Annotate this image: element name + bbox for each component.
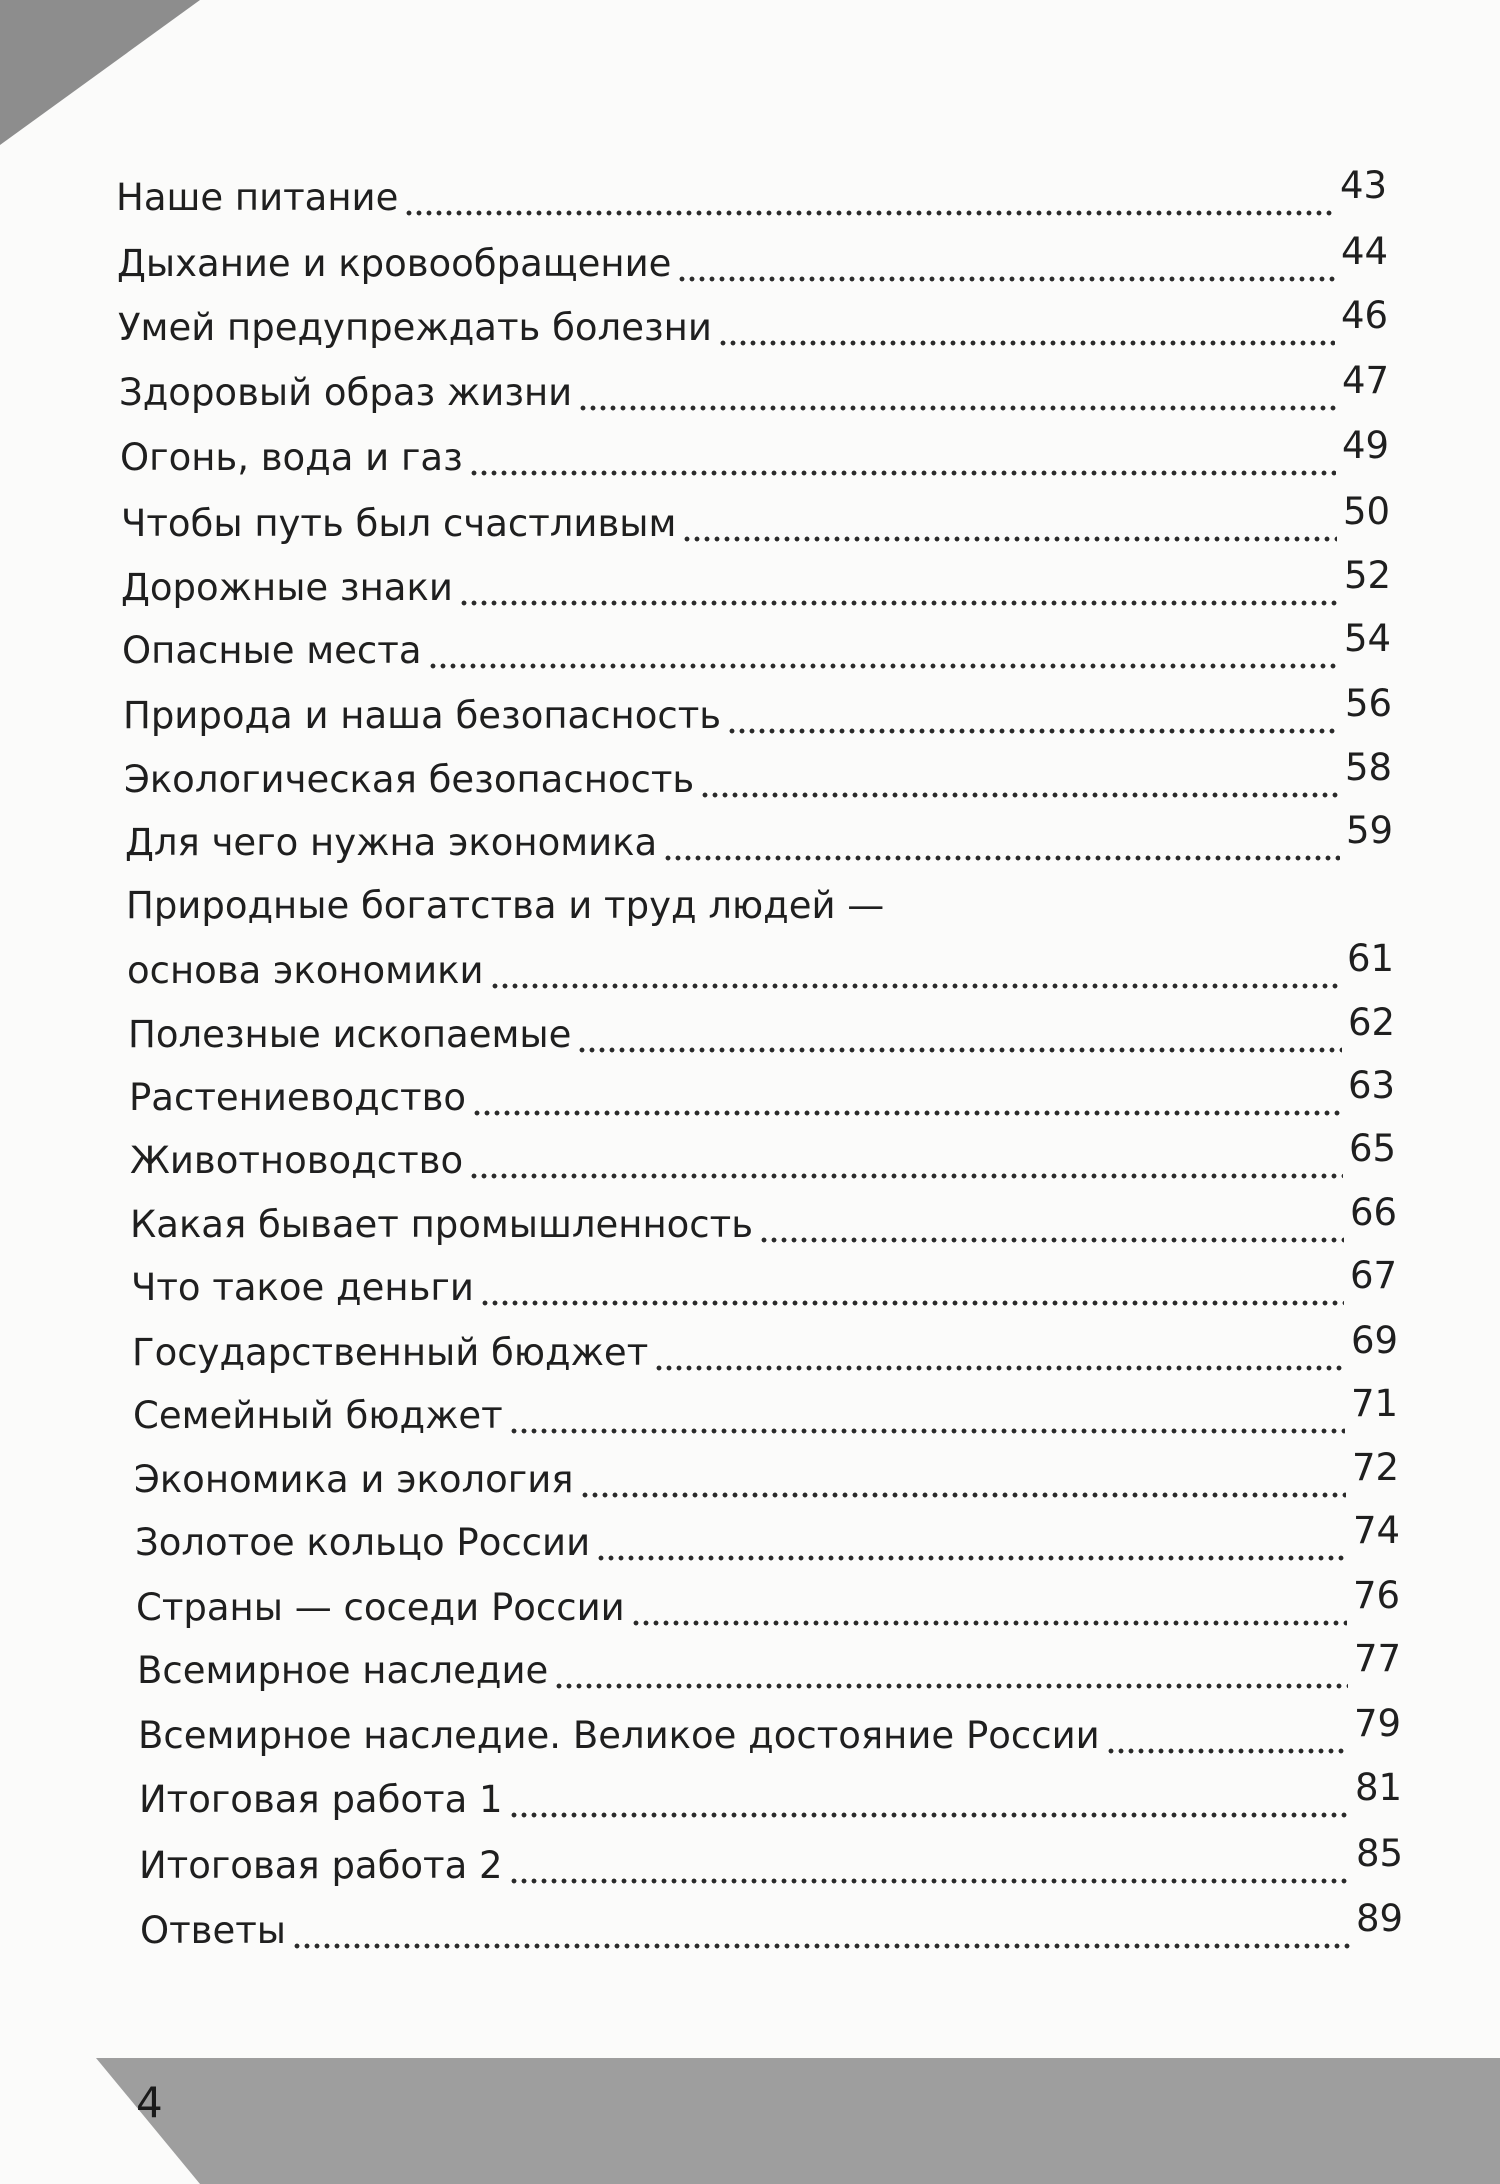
toc-entry xyxy=(0,1509,1500,1571)
toc-leader-dots xyxy=(469,470,1336,476)
toc-leader-dots xyxy=(469,1173,1343,1179)
toc-entry xyxy=(0,294,1500,356)
toc-leader-dots xyxy=(759,1237,1344,1243)
toc-entry-title: Экологическая безопасность xyxy=(124,752,698,808)
toc-leader-dots xyxy=(718,340,1335,346)
toc-leader-dots xyxy=(428,663,1338,669)
toc-entry-page: 71 xyxy=(1349,1376,1398,1432)
toc-entry xyxy=(0,878,1500,934)
toc-entry-page: 81 xyxy=(1353,1760,1402,1816)
toc-entry-page: 52 xyxy=(1342,548,1391,604)
toc-entry xyxy=(0,1637,1500,1699)
toc-entry xyxy=(0,1574,1500,1636)
toc-entry-title: Природа и наша безопасность xyxy=(123,688,725,744)
toc-leader-dots xyxy=(663,855,1340,861)
toc-entry xyxy=(0,490,1500,552)
toc-leader-dots xyxy=(677,276,1335,282)
toc-entry xyxy=(0,554,1500,616)
toc-entry xyxy=(0,937,1500,999)
toc-entry xyxy=(0,809,1500,871)
toc-entry xyxy=(0,1897,1500,1959)
toc-entry-page: 67 xyxy=(1348,1248,1397,1304)
toc-entry-page: 89 xyxy=(1354,1891,1403,1947)
toc-entry-title: Для чего нужна экономика xyxy=(125,815,661,871)
toc-entry-title: Животноводство xyxy=(130,1133,467,1189)
toc-leader-dots xyxy=(509,1878,1350,1884)
toc-leader-dots xyxy=(596,1555,1347,1561)
toc-entry-title: Огонь, вода и газ xyxy=(120,430,467,486)
toc-leader-dots xyxy=(554,1683,1348,1689)
toc-entry-title: Опасные места xyxy=(122,623,426,679)
toc-leader-dots xyxy=(577,1047,1342,1053)
toc-leader-dots xyxy=(509,1812,1349,1818)
toc-entry-page: 72 xyxy=(1350,1440,1399,1496)
toc-entry-title: Чтобы путь был счастливым xyxy=(121,496,680,552)
toc-entry-page: 76 xyxy=(1351,1568,1400,1624)
toc-entry-page: 61 xyxy=(1345,931,1394,987)
footer-band xyxy=(0,2058,1500,2184)
toc-entry xyxy=(0,1832,1500,1894)
toc-entry-page: 63 xyxy=(1346,1058,1395,1114)
toc-leader-dots xyxy=(509,1428,1345,1434)
toc-entry-title: Семейный бюджет xyxy=(133,1388,507,1444)
toc-entry-title: Наше питание xyxy=(116,170,402,226)
toc-entry-title: Умей предупреждать болезни xyxy=(118,300,716,356)
toc-entry xyxy=(0,359,1500,421)
toc-entry-title: Дорожные знаки xyxy=(121,560,457,616)
toc-entry-page: 85 xyxy=(1354,1826,1403,1882)
toc-entry-page: 69 xyxy=(1349,1313,1398,1369)
toc-leader-dots xyxy=(654,1365,1345,1371)
toc-leader-dots xyxy=(292,1943,1350,1949)
toc-entry xyxy=(0,424,1500,486)
toc-entry-page: 44 xyxy=(1339,224,1388,280)
toc-entry-page: 66 xyxy=(1348,1185,1397,1241)
toc-entry-title: Экономика и экология xyxy=(134,1452,578,1508)
toc-entry-page: 47 xyxy=(1340,353,1389,409)
toc-entry-page: 77 xyxy=(1352,1631,1401,1687)
toc-entry xyxy=(0,1319,1500,1381)
toc-entry-page: 54 xyxy=(1342,611,1391,667)
toc-entry-page: 56 xyxy=(1343,676,1392,732)
toc-leader-dots xyxy=(727,728,1339,734)
toc-entry xyxy=(0,682,1500,744)
toc-leader-dots xyxy=(404,210,1334,216)
toc-leader-dots xyxy=(682,536,1337,542)
toc-entry-title: Всемирное наследие. Великое достояние России xyxy=(138,1708,1104,1764)
toc-entry-title: Полезные ископаемые xyxy=(128,1007,575,1063)
toc-entry xyxy=(0,164,1500,226)
toc-entry-title: Что такое деньги xyxy=(131,1260,478,1316)
toc-entry xyxy=(0,746,1500,808)
toc-entry xyxy=(0,1064,1500,1126)
toc-entry-title: Природные богатства и труд людей — xyxy=(126,878,888,934)
toc-leader-dots xyxy=(578,405,1336,411)
toc-entry-page: 49 xyxy=(1340,418,1389,474)
toc-leader-dots xyxy=(1106,1748,1348,1754)
toc-entry-title: Итоговая работа 1 xyxy=(139,1772,507,1828)
toc-entry-page: 50 xyxy=(1341,484,1390,540)
toc-entry-page: 46 xyxy=(1339,288,1388,344)
toc-entry-title: Здоровый образ жизни xyxy=(119,365,576,421)
toc-entry-title: Дыхание и кровообращение xyxy=(117,236,675,292)
toc-entry-page: 79 xyxy=(1352,1696,1401,1752)
toc-leader-dots xyxy=(631,1620,1347,1626)
toc-leader-dots xyxy=(480,1300,1344,1306)
toc-leader-dots xyxy=(472,1110,1342,1116)
toc-entry xyxy=(0,617,1500,679)
toc-entry-title: Золотое кольцо России xyxy=(135,1515,594,1571)
page-number: 4 xyxy=(136,2078,163,2127)
toc-entry-title: Итоговая работа 2 xyxy=(139,1838,507,1894)
toc-entry-page: 74 xyxy=(1351,1503,1400,1559)
toc-entry-page: 65 xyxy=(1347,1121,1396,1177)
toc-entry xyxy=(0,1127,1500,1189)
toc-entry-title: Растениеводство xyxy=(129,1070,470,1126)
toc-entry-title: основа экономики xyxy=(127,943,488,999)
toc-leader-dots xyxy=(490,983,1341,989)
toc-entry-title: Государственный бюджет xyxy=(132,1325,652,1381)
toc-leader-dots xyxy=(459,600,1338,606)
toc-leader-dots xyxy=(580,1492,1346,1498)
toc-entry xyxy=(0,1446,1500,1508)
toc-entry-page: 62 xyxy=(1346,995,1395,1051)
toc-entry xyxy=(0,1766,1500,1828)
toc-entry-title: Какая бывает промышленность xyxy=(130,1197,757,1253)
toc-entry-page: 58 xyxy=(1343,740,1392,796)
toc-entry-title: Ответы xyxy=(140,1903,290,1959)
toc-entry xyxy=(0,1382,1500,1444)
toc-entry-page: 43 xyxy=(1338,158,1387,214)
toc-entry xyxy=(0,230,1500,292)
toc-entry-page: 59 xyxy=(1344,803,1393,859)
toc-entry xyxy=(0,1001,1500,1063)
toc-entry-title: Всемирное наследие xyxy=(137,1643,552,1699)
toc-entry xyxy=(0,1191,1500,1253)
toc-entry xyxy=(0,1702,1500,1764)
toc-entry-title: Страны — соседи России xyxy=(136,1580,629,1636)
toc-leader-dots xyxy=(700,792,1339,798)
toc-entry xyxy=(0,1254,1500,1316)
